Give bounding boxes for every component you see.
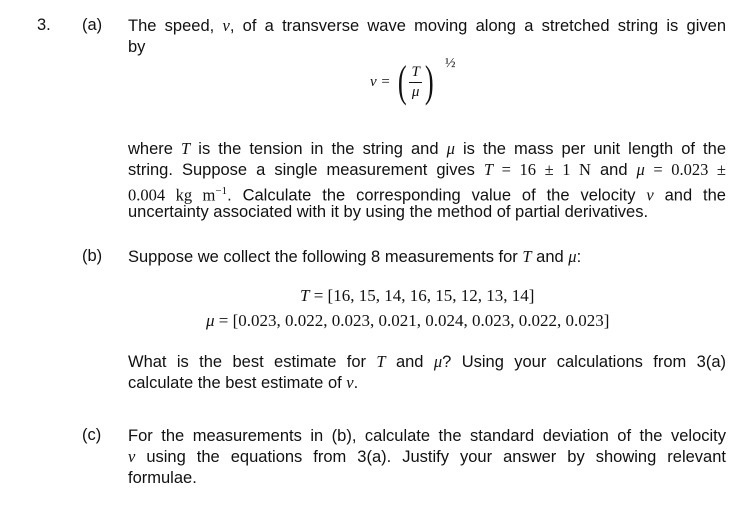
part-b-label: (b) — [82, 247, 103, 265]
formula-denominator: μ — [411, 83, 420, 100]
tension-measurements: T = [16, 15, 14, 16, 15, 12, 13, 14] — [300, 286, 535, 305]
part-c-line3: formulae. — [128, 469, 197, 487]
part-a-para-line2: string. Suppose a single measurement gives T = 16 ± 1 N and μ = 0.023 ± — [128, 160, 726, 179]
formula-lhs: v = — [370, 73, 391, 90]
part-b-intro: Suppose we collect the following 8 measurements for T and μ: — [128, 247, 582, 266]
part-a-label: (a) — [82, 16, 103, 34]
part-a-para-line3: 0.004 kg $m^{-1}$. Calculate the corresponding value of the velocity v and the — [128, 185, 726, 205]
part-b-question-line1: What is the best estimate for T and μ? Using your calculations from 3(a) — [128, 352, 727, 371]
fraction-bar — [409, 82, 421, 83]
part-c-label: (c) — [82, 426, 102, 444]
velocity-formula — [370, 56, 456, 116]
part-a-para-line1: where T is the tension in the string and μ is the mass per unit length of the — [128, 139, 726, 158]
formula-exponent: ½ — [445, 56, 456, 71]
part-a-line2: by — [128, 38, 146, 56]
formula-fraction — [409, 64, 421, 101]
formula-right-paren: ) — [424, 57, 434, 106]
part-a-line1: The speed, v, of a transverse wave moving along a stretched string is given — [128, 16, 727, 35]
part-c-line1: For the measurements in (b), calculate the standard deviation of the velocity — [128, 427, 726, 445]
formula-left-paren: ( — [397, 57, 407, 106]
part-c-line2: v using the equations from 3(a). Justify your answer by showing relevant — [128, 447, 726, 466]
question-number: 3. — [37, 16, 51, 34]
part-a-para-line4: uncertainty associated with it by using the method of partial derivatives. — [128, 203, 649, 221]
formula-numerator: T — [411, 63, 420, 80]
part-b-question-line2: calculate the best estimate of v. — [128, 373, 359, 392]
mass-density-measurements: μ = [0.023, 0.022, 0.023, 0.021, 0.024, 0.023, 0.022, 0.023] — [206, 311, 610, 330]
